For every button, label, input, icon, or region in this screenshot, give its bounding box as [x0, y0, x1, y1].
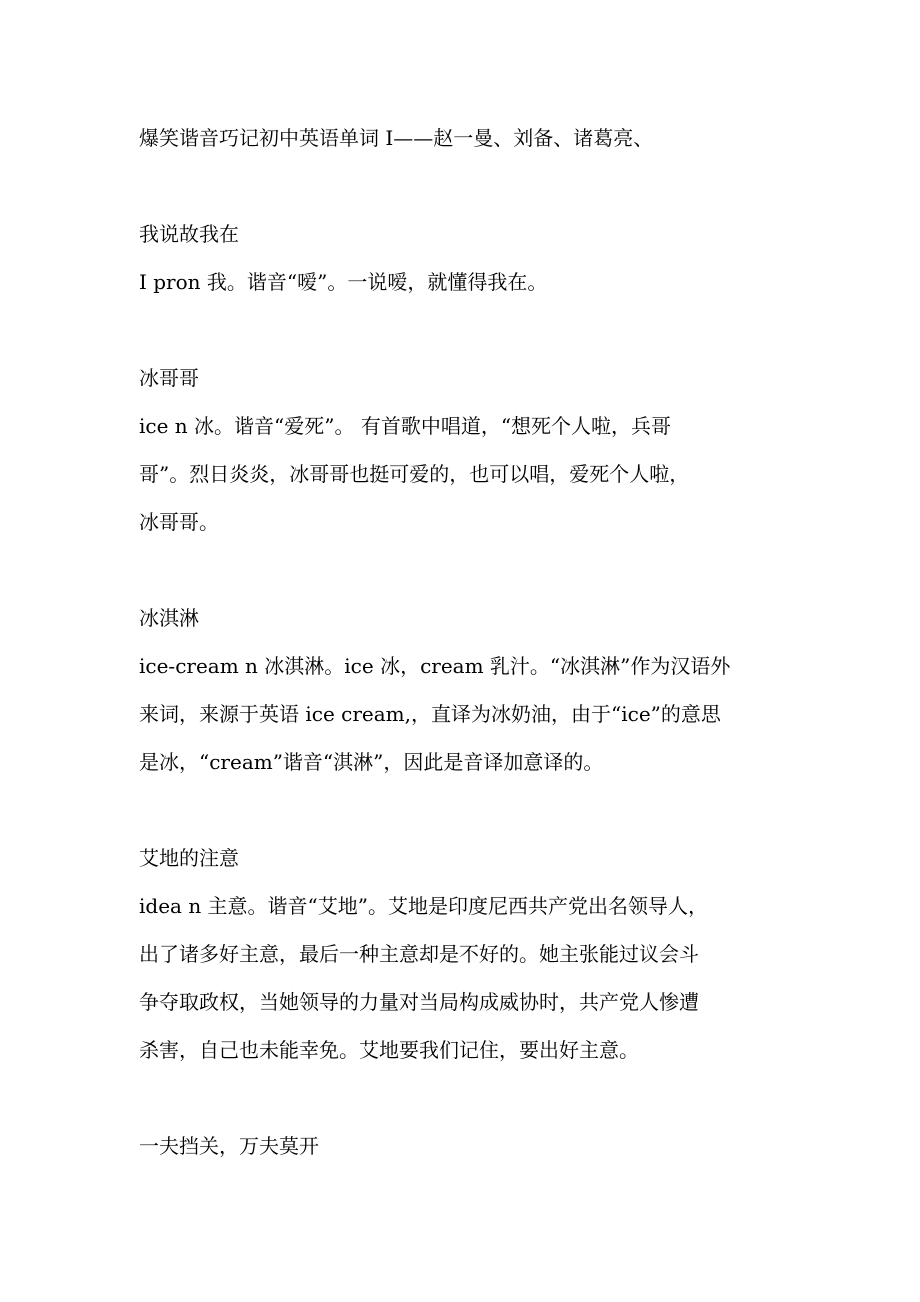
entry-body-line: 来词，来源于英语 ice cream,，直译为冰奶油，由于“ice”的意思 — [139, 702, 721, 726]
entry-body-line: idea n 主意。谐音“艾地”。艾地是印度尼西共产党出名领导人， — [139, 894, 709, 918]
entry-body-line: 是冰，“cream”谐音“淇淋”，因此是音译加意译的。 — [139, 750, 604, 774]
entry-body-line: ice-cream n 冰淇淋。ice 冰，cream 乳汁。“冰淇淋”作为汉语外 — [139, 654, 731, 678]
entry-body-line: I pron 我。谐音“嗳”。一说嗳，就懂得我在。 — [139, 270, 548, 294]
entry-heading: 我说故我在 — [139, 222, 239, 246]
entry-body-line: 出了诸多好主意，最后一种主意却是不好的。她主张能过议会斗 — [139, 942, 699, 966]
document-title: 爆笑谐音巧记初中英语单词 I——赵一曼、刘备、诸葛亮、 — [139, 126, 654, 150]
entry-heading: 冰淇淋 — [139, 606, 199, 630]
entry-heading: 一夫挡关，万夫莫开 — [139, 1134, 319, 1158]
entry-body-line: 争夺取政权，当她领导的力量对当局构成威协时，共产党人惨遭 — [139, 990, 699, 1014]
entry-body-line: ice n 冰。谐音“爱死”。 有首歌中唱道，“想死个人啦，兵哥 — [139, 414, 672, 438]
entry-body-line: 杀害，自己也未能幸免。艾地要我们记住，要出好主意。 — [139, 1038, 639, 1062]
entry-body-line: 冰哥哥。 — [139, 510, 219, 534]
entry-heading: 冰哥哥 — [139, 366, 199, 390]
entry-heading: 艾地的注意 — [139, 846, 239, 870]
entry-body-line: 哥”。烈日炎炎，冰哥哥也挺可爱的，也可以唱，爱死个人啦， — [139, 462, 690, 486]
